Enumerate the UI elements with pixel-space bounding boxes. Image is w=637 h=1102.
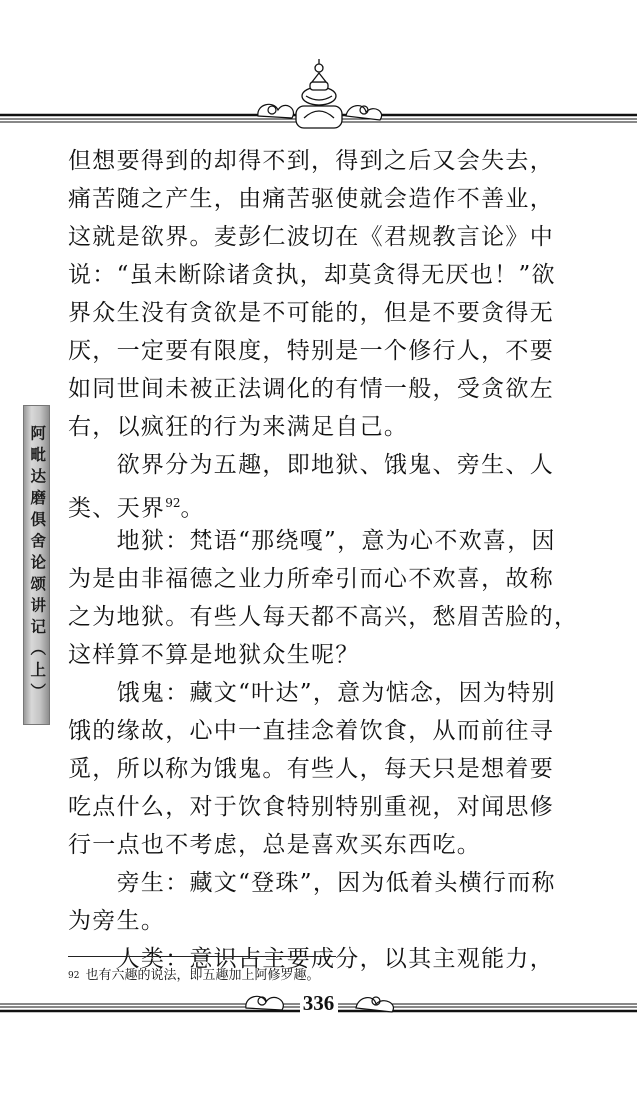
side-tab [23, 405, 50, 725]
body-line: 如同世间未被正法调化的有情一般，受贪欲左 [68, 376, 554, 402]
right-cloud-scroll-icon [346, 106, 382, 120]
body-line: 这样算不算是地狱众生呢？ [68, 642, 360, 668]
footnote [68, 968, 319, 984]
body-line: 痛苦随之产生，由痛苦驱使就会造作不善业， [68, 186, 554, 212]
body-line: 行一点也不考虑，总是喜欢买东西吃。 [68, 832, 482, 858]
body-line: 为旁生。 [68, 908, 166, 934]
body-line [68, 488, 205, 522]
body-line-text: 类、天界 [68, 495, 166, 522]
body-line: 右，以疯狂的行为来满足自己。 [68, 414, 409, 440]
footnote-number: 92 [68, 971, 80, 981]
body-line: 饿鬼：藏文“叶达”，意为惦念，因为特别 [68, 680, 556, 706]
body-line: 之为地狱。有些人每天都不高兴，愁眉苦脸的， [68, 604, 579, 630]
footnote-text: 也有六趣的说法，即五趣加上阿修罗趣。 [85, 968, 320, 983]
footnote-separator [68, 956, 336, 957]
footnote-reference[interactable]: 92 [165, 496, 181, 510]
body-line: 为是由非福德之业力所牵引而心不欢喜，故称 [68, 566, 554, 592]
body-line-text: 。 [180, 495, 205, 522]
page-number: 336 [302, 991, 335, 1015]
body-line: 厌，一定要有限度，特别是一个修行人，不要 [68, 338, 554, 364]
ritual-vase-emblem-icon [296, 59, 342, 128]
side-tab-title: 阿毗达磨俱舍论颂讲记（上） [28, 425, 47, 705]
body-line: 饿的缘故，心中一直挂念着饮食，从而前往寻 [68, 718, 554, 744]
body-line: 欲界分为五趣，即地狱、饿鬼、旁生、人 [68, 452, 554, 478]
body-line: 这就是欲界。麦彭仁波切在《君规教言论》中 [68, 224, 554, 250]
body-line: 吃点什么，对于饮食特别特别重视，对闻思修 [68, 794, 554, 820]
body-line: 旁生：藏文“登珠”，因为低着头横行而称 [68, 870, 556, 896]
body-line: 人类：意识占主要成分，以其主观能力， [68, 946, 554, 972]
body-line: 地狱：梵语“那绕嘎”，意为心不欢喜，因 [68, 528, 556, 554]
body-line: 但想要得到的却得不到，得到之后又会失去， [68, 148, 554, 174]
header-ornament [0, 58, 637, 138]
body-line: 觅，所以称为饿鬼。有些人，每天只是想着要 [68, 756, 554, 782]
body-line: 界众生没有贪欲是不可能的，但是不要贪得无 [68, 300, 554, 326]
left-cloud-scroll-icon [258, 104, 294, 118]
body-line: 说：“虽未断除诸贪执，却莫贪得无厌也！”欲 [68, 262, 556, 288]
